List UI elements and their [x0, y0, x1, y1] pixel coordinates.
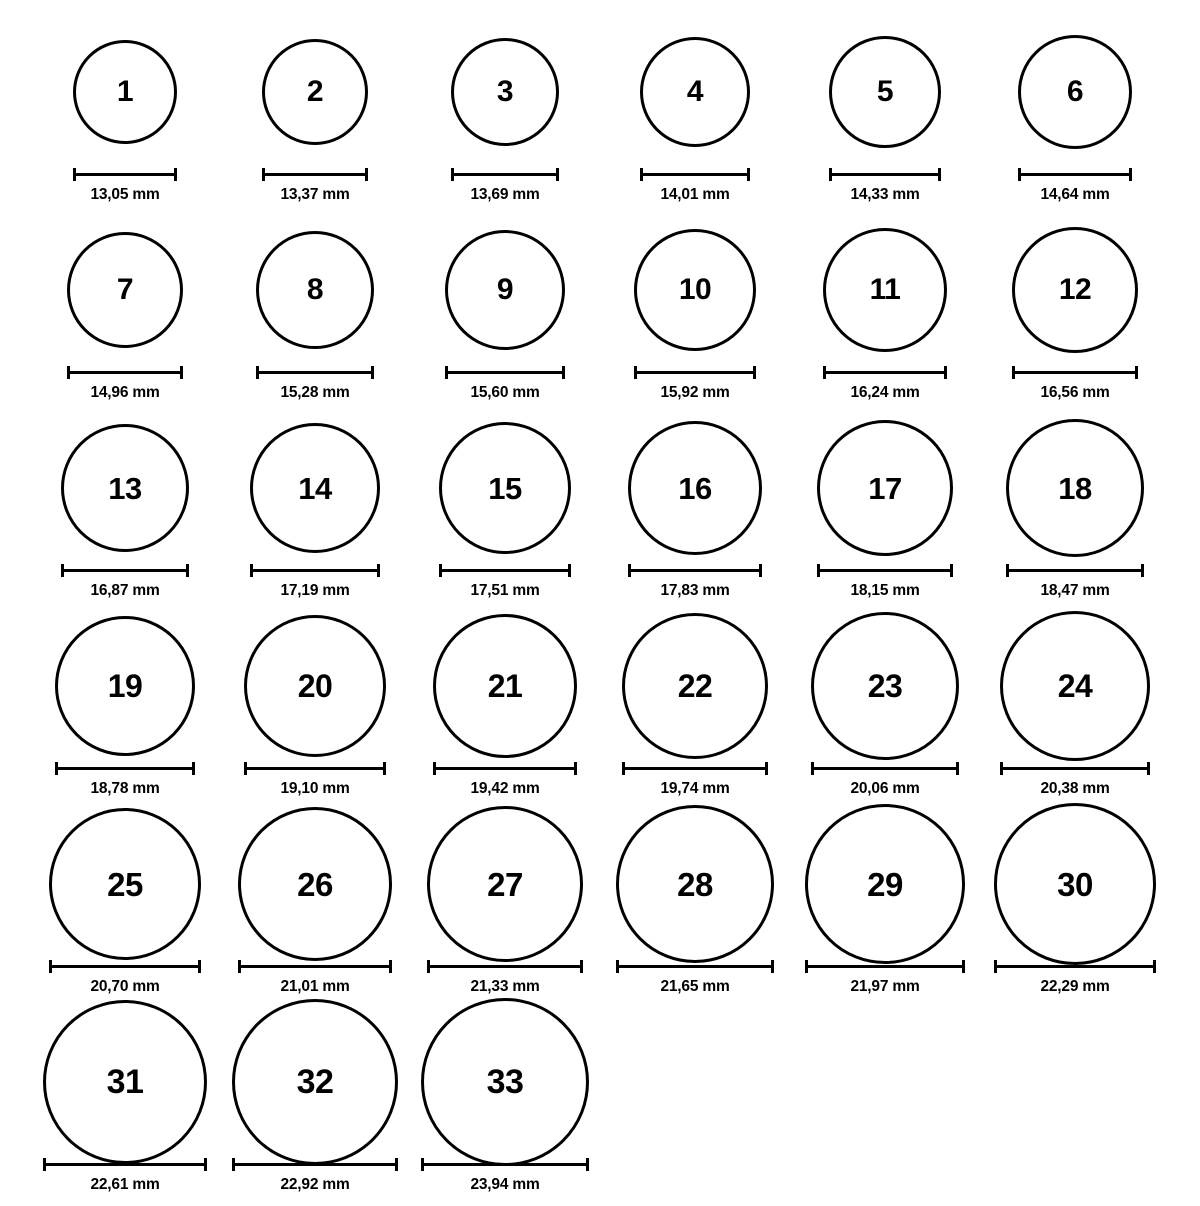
ring-circle-wrap: [55, 612, 195, 760]
ring-size-number: 28: [677, 865, 713, 903]
ring-size-number: 18: [1058, 470, 1092, 506]
diameter-label: 22,29 mm: [1040, 978, 1110, 995]
ring-circle-wrap: [829, 18, 941, 166]
ring-size-cell: [410, 216, 600, 414]
ring-circle: [421, 998, 589, 1166]
ring-circle-wrap: [73, 18, 177, 166]
ring-circle: [427, 806, 583, 962]
ring-size-cell: [600, 18, 790, 216]
ring-size-number: 12: [1058, 273, 1092, 306]
ring-circle: [250, 423, 380, 553]
ring-circle-wrap: [49, 810, 201, 958]
diameter-measure-bar: [232, 1158, 398, 1170]
diameter-label: 15,92 mm: [660, 384, 730, 401]
ring-size-cell: [30, 810, 220, 1008]
diameter-measure-bar: [817, 564, 953, 576]
diameter-label: 13,05 mm: [90, 186, 160, 203]
diameter-label: 17,19 mm: [280, 582, 350, 599]
diameter-measure-bar: [427, 960, 583, 972]
ring-size-cell: [220, 414, 410, 612]
diameter-label: 13,37 mm: [280, 186, 350, 203]
diameter-measure-bar: [244, 762, 386, 774]
diameter-label: 21,01 mm: [280, 978, 350, 995]
ring-size-number: 4: [686, 75, 704, 108]
diameter-measure-bar: [262, 168, 368, 180]
ring-circle: [1006, 419, 1144, 557]
ring-circle-wrap: [445, 216, 565, 364]
diameter-label: 22,61 mm: [90, 1176, 160, 1193]
ring-size-number: 14: [298, 470, 332, 506]
diameter-measure-bar: [421, 1158, 589, 1170]
ring-size-number: 23: [867, 668, 903, 704]
ring-size-number: 1: [116, 75, 134, 108]
ring-size-cell: [220, 1008, 410, 1206]
diameter-measure-bar: [439, 564, 571, 576]
ring-circle-wrap: [823, 216, 947, 364]
ring-size-number: 11: [869, 273, 901, 306]
ring-size-cell: [600, 216, 790, 414]
ring-circle-wrap: [439, 414, 571, 562]
ring-circle: [1012, 227, 1138, 353]
diameter-measure-bar: [823, 366, 947, 378]
ring-size-cell: [30, 18, 220, 216]
ring-size-number: 32: [296, 1063, 334, 1101]
diameter-measure-bar: [634, 366, 756, 378]
ring-circle: [67, 232, 183, 348]
ring-size-cell: [980, 414, 1170, 612]
diameter-measure-bar: [49, 960, 201, 972]
ring-size-cell: [600, 612, 790, 810]
diameter-label: 17,83 mm: [660, 582, 730, 599]
ring-circle: [232, 999, 398, 1165]
diameter-measure-bar: [628, 564, 762, 576]
diameter-label: 21,65 mm: [660, 978, 730, 995]
diameter-label: 18,47 mm: [1040, 582, 1110, 599]
ring-circle-wrap: [421, 1008, 589, 1156]
diameter-measure-bar: [1012, 366, 1138, 378]
ring-size-number: 19: [107, 668, 143, 704]
ring-circle: [244, 615, 386, 757]
ring-circle: [262, 39, 368, 145]
ring-size-cell: [220, 18, 410, 216]
ring-size-number: 3: [496, 75, 514, 108]
diameter-measure-bar: [43, 1158, 207, 1170]
ring-size-cell: [410, 1008, 600, 1206]
ring-circle-wrap: [61, 414, 189, 562]
ring-circle-wrap: [238, 810, 392, 958]
diameter-measure-bar: [640, 168, 750, 180]
ring-size-number: 8: [306, 273, 324, 306]
ring-circle: [622, 613, 768, 759]
ring-size-cell: [600, 414, 790, 612]
ring-circle: [73, 40, 177, 144]
diameter-measure-bar: [433, 762, 577, 774]
diameter-measure-bar: [61, 564, 189, 576]
diameter-label: 18,15 mm: [850, 582, 920, 599]
ring-size-cell: [410, 612, 600, 810]
ring-size-number: 22: [677, 668, 713, 704]
diameter-label: 17,51 mm: [470, 582, 540, 599]
ring-circle-wrap: [805, 810, 965, 958]
ring-size-cell: [410, 18, 600, 216]
ring-size-cell: [980, 18, 1170, 216]
ring-circle-wrap: [262, 18, 368, 166]
ring-circle-wrap: [427, 810, 583, 958]
ring-circle: [994, 803, 1156, 965]
ring-size-number: 26: [297, 865, 333, 903]
diameter-label: 19,74 mm: [660, 780, 730, 797]
ring-circle: [445, 230, 565, 350]
ring-circle-wrap: [250, 414, 380, 562]
ring-size-grid: [0, 18, 1200, 1206]
ring-size-number: 24: [1057, 668, 1093, 704]
ring-size-number: 31: [106, 1063, 144, 1101]
ring-circle: [616, 805, 774, 963]
diameter-measure-bar: [238, 960, 392, 972]
ring-size-number: 17: [868, 470, 902, 506]
diameter-label: 23,94 mm: [470, 1176, 540, 1193]
ring-size-number: 5: [876, 75, 894, 108]
diameter-label: 13,69 mm: [470, 186, 540, 203]
ring-circle-wrap: [1006, 414, 1144, 562]
ring-circle-wrap: [43, 1008, 207, 1156]
ring-size-number: 27: [487, 865, 523, 903]
diameter-measure-bar: [256, 366, 374, 378]
ring-circle: [628, 421, 762, 555]
diameter-measure-bar: [811, 762, 959, 774]
diameter-label: 15,28 mm: [280, 384, 350, 401]
ring-size-cell: [790, 216, 980, 414]
ring-circle-wrap: [811, 612, 959, 760]
diameter-label: 18,78 mm: [90, 780, 160, 797]
ring-circle: [238, 807, 392, 961]
diameter-label: 19,42 mm: [470, 780, 540, 797]
ring-size-number: 15: [488, 470, 522, 506]
diameter-label: 16,56 mm: [1040, 384, 1110, 401]
ring-size-number: 16: [678, 470, 712, 506]
ring-circle: [817, 420, 953, 556]
diameter-measure-bar: [829, 168, 941, 180]
ring-size-cell: [220, 216, 410, 414]
diameter-measure-bar: [1000, 762, 1150, 774]
diameter-label: 16,24 mm: [850, 384, 920, 401]
diameter-measure-bar: [445, 366, 565, 378]
diameter-measure-bar: [250, 564, 380, 576]
diameter-label: 20,06 mm: [850, 780, 920, 797]
ring-size-number: 2: [306, 75, 324, 108]
ring-size-cell: [30, 1008, 220, 1206]
diameter-label: 21,33 mm: [470, 978, 540, 995]
diameter-label: 14,64 mm: [1040, 186, 1110, 203]
diameter-label: 14,96 mm: [90, 384, 160, 401]
ring-circle-wrap: [1000, 612, 1150, 760]
ring-size-cell: [220, 612, 410, 810]
ring-size-cell: [30, 414, 220, 612]
ring-circle: [439, 422, 571, 554]
ring-circle-wrap: [232, 1008, 398, 1156]
ring-circle: [43, 1000, 207, 1164]
ring-size-number: 21: [487, 668, 523, 704]
ring-circle: [1018, 35, 1132, 149]
ring-size-number: 9: [496, 273, 514, 306]
diameter-measure-bar: [451, 168, 559, 180]
ring-circle-wrap: [640, 18, 750, 166]
ring-circle-wrap: [622, 612, 768, 760]
ring-size-number: 30: [1057, 865, 1093, 903]
ring-size-cell: [30, 612, 220, 810]
ring-circle-wrap: [1012, 216, 1138, 364]
ring-circle-wrap: [67, 216, 183, 364]
ring-circle-wrap: [433, 612, 577, 760]
diameter-measure-bar: [55, 762, 195, 774]
ring-circle-wrap: [628, 414, 762, 562]
diameter-measure-bar: [73, 168, 177, 180]
diameter-measure-bar: [805, 960, 965, 972]
diameter-label: 14,33 mm: [850, 186, 920, 203]
diameter-label: 19,10 mm: [280, 780, 350, 797]
ring-circle: [55, 616, 195, 756]
ring-size-cell: [980, 612, 1170, 810]
ring-size-number: 33: [486, 1063, 524, 1101]
ring-size-cell: [790, 414, 980, 612]
diameter-measure-bar: [616, 960, 774, 972]
ring-size-cell: [790, 612, 980, 810]
diameter-measure-bar: [1018, 168, 1132, 180]
ring-circle: [640, 37, 750, 147]
ring-size-cell: [220, 810, 410, 1008]
ring-size-number: 7: [116, 273, 134, 306]
ring-circle-wrap: [256, 216, 374, 364]
diameter-label: 21,97 mm: [850, 978, 920, 995]
ring-circle: [805, 804, 965, 964]
ring-circle: [1000, 611, 1150, 761]
ring-circle: [634, 229, 756, 351]
ring-circle: [811, 612, 959, 760]
ring-circle: [433, 614, 577, 758]
ring-size-cell: [410, 414, 600, 612]
diameter-label: 14,01 mm: [660, 186, 730, 203]
ring-circle: [256, 231, 374, 349]
ring-size-number: 10: [678, 273, 712, 306]
diameter-label: 15,60 mm: [470, 384, 540, 401]
ring-circle: [61, 424, 189, 552]
ring-circle-wrap: [817, 414, 953, 562]
ring-size-cell: [790, 18, 980, 216]
ring-size-number: 25: [107, 865, 143, 903]
diameter-label: 20,70 mm: [90, 978, 160, 995]
diameter-measure-bar: [1006, 564, 1144, 576]
diameter-label: 22,92 mm: [280, 1176, 350, 1193]
ring-circle-wrap: [994, 810, 1156, 958]
ring-size-cell: [410, 810, 600, 1008]
ring-circle: [829, 36, 941, 148]
ring-circle-wrap: [451, 18, 559, 166]
ring-size-number: 13: [108, 470, 142, 506]
ring-size-number: 29: [867, 865, 903, 903]
diameter-label: 20,38 mm: [1040, 780, 1110, 797]
ring-circle-wrap: [1018, 18, 1132, 166]
ring-circle: [823, 228, 947, 352]
ring-size-number: 20: [297, 668, 333, 704]
ring-circle-wrap: [616, 810, 774, 958]
diameter-measure-bar: [67, 366, 183, 378]
ring-size-cell: [600, 810, 790, 1008]
diameter-measure-bar: [994, 960, 1156, 972]
ring-circle-wrap: [244, 612, 386, 760]
ring-circle: [451, 38, 559, 146]
ring-circle: [49, 808, 201, 960]
ring-circle-wrap: [634, 216, 756, 364]
ring-size-cell: [980, 810, 1170, 1008]
diameter-measure-bar: [622, 762, 768, 774]
ring-size-cell: [30, 216, 220, 414]
ring-size-number: 6: [1066, 75, 1084, 108]
ring-size-cell: [790, 810, 980, 1008]
diameter-label: 16,87 mm: [90, 582, 160, 599]
ring-size-cell: [980, 216, 1170, 414]
